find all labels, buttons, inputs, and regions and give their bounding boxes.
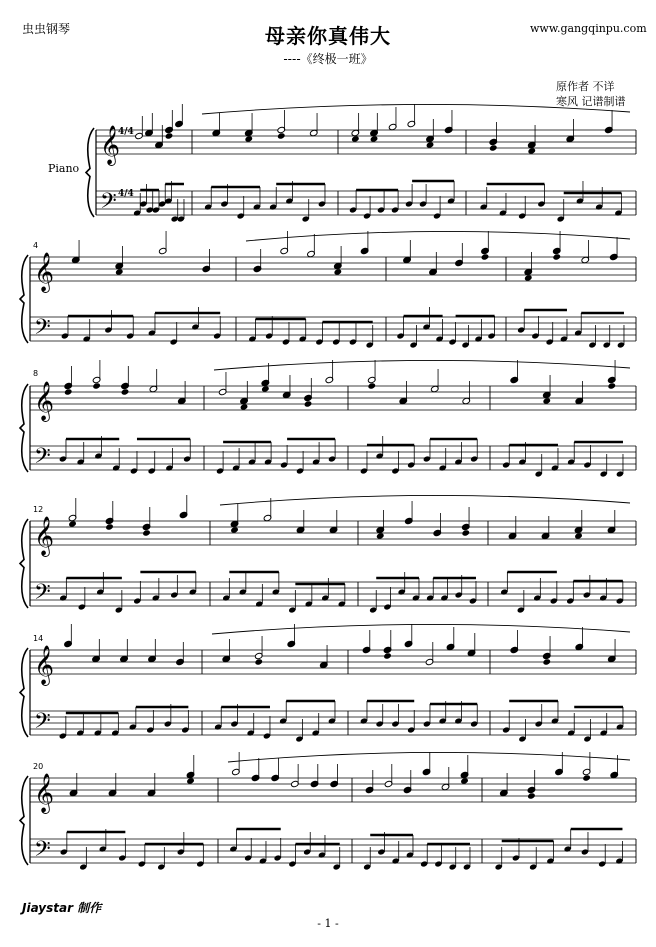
slur (228, 752, 630, 762)
treble-note (426, 141, 435, 148)
treble-note (552, 253, 561, 260)
treble-clef: 𝄞 (100, 125, 121, 165)
page-number: - 1 - (317, 917, 339, 930)
treble-note (542, 397, 551, 404)
site-name: 虫虫钢琴 (22, 22, 71, 36)
brace (20, 648, 28, 737)
treble-note (574, 532, 583, 539)
treble-note (582, 774, 591, 781)
composer-credit: 原作者 不详 (556, 80, 615, 93)
time-signature-treble: 4/4 (118, 127, 134, 137)
treble-clef: 𝄞 (34, 252, 55, 292)
treble-note (105, 523, 114, 530)
slur (202, 104, 630, 114)
slur (246, 231, 630, 241)
slur (214, 360, 630, 370)
treble-note (230, 526, 239, 533)
treble-note (542, 658, 551, 665)
treble-note (304, 400, 313, 407)
arranger-credit: 寒风 记谱制谱 (556, 95, 626, 108)
treble-note (367, 382, 376, 389)
treble-clef: 𝄞 (34, 381, 55, 421)
treble-note (244, 135, 253, 142)
treble-note (383, 652, 392, 659)
treble-note (461, 529, 470, 536)
instrument-label: Piano (48, 162, 80, 175)
treble-note (277, 132, 286, 139)
treble-note (121, 388, 130, 395)
bass-clef: 𝄢 (34, 709, 51, 739)
treble-note (64, 388, 73, 395)
brace (20, 255, 28, 343)
treble-note (165, 132, 174, 139)
measure-number: 14 (33, 634, 44, 643)
brace (20, 519, 28, 608)
treble-note (254, 658, 263, 665)
measure-number: 12 (33, 505, 44, 514)
bass-clef: 𝄢 (34, 444, 51, 474)
bass-clef: 𝄢 (100, 189, 117, 219)
treble-note (460, 777, 469, 784)
brace (20, 776, 28, 865)
treble-note (607, 382, 616, 389)
slur (220, 495, 630, 505)
treble-note (261, 385, 270, 392)
treble-clef: 𝄞 (34, 773, 55, 813)
bass-clef: 𝄢 (34, 580, 51, 610)
treble-note (142, 529, 151, 536)
measure-number: 8 (33, 369, 39, 378)
treble-note (351, 135, 360, 142)
measure-number: 4 (33, 241, 39, 250)
treble-note (527, 147, 536, 154)
treble-note (240, 403, 249, 410)
measure-number: 20 (33, 762, 44, 771)
treble-note (334, 268, 343, 275)
slur (212, 624, 630, 634)
treble-clef: 𝄞 (34, 516, 55, 556)
treble-note (370, 135, 379, 142)
treble-note (524, 274, 533, 281)
bass-clef: 𝄢 (34, 315, 51, 345)
treble-note (186, 777, 195, 784)
treble-note (92, 382, 101, 389)
treble-note (115, 268, 124, 275)
treble-clef: 𝄞 (34, 645, 55, 685)
time-signature-bass: 4/4 (118, 189, 134, 199)
treble-note (68, 520, 77, 527)
footer-brand: Jiaystar 制作 (22, 901, 102, 915)
bass-clef: 𝄢 (34, 837, 51, 867)
brace (20, 384, 28, 472)
treble-note (489, 144, 498, 151)
score-subtitle: ----《终极一班》 (283, 52, 373, 66)
brace (86, 128, 94, 217)
treble-note (527, 792, 536, 799)
site-url: www.gangqinpu.com (530, 22, 647, 35)
score-title: 母亲你真伟大 (265, 24, 391, 48)
treble-note (481, 253, 490, 260)
treble-note (376, 532, 385, 539)
